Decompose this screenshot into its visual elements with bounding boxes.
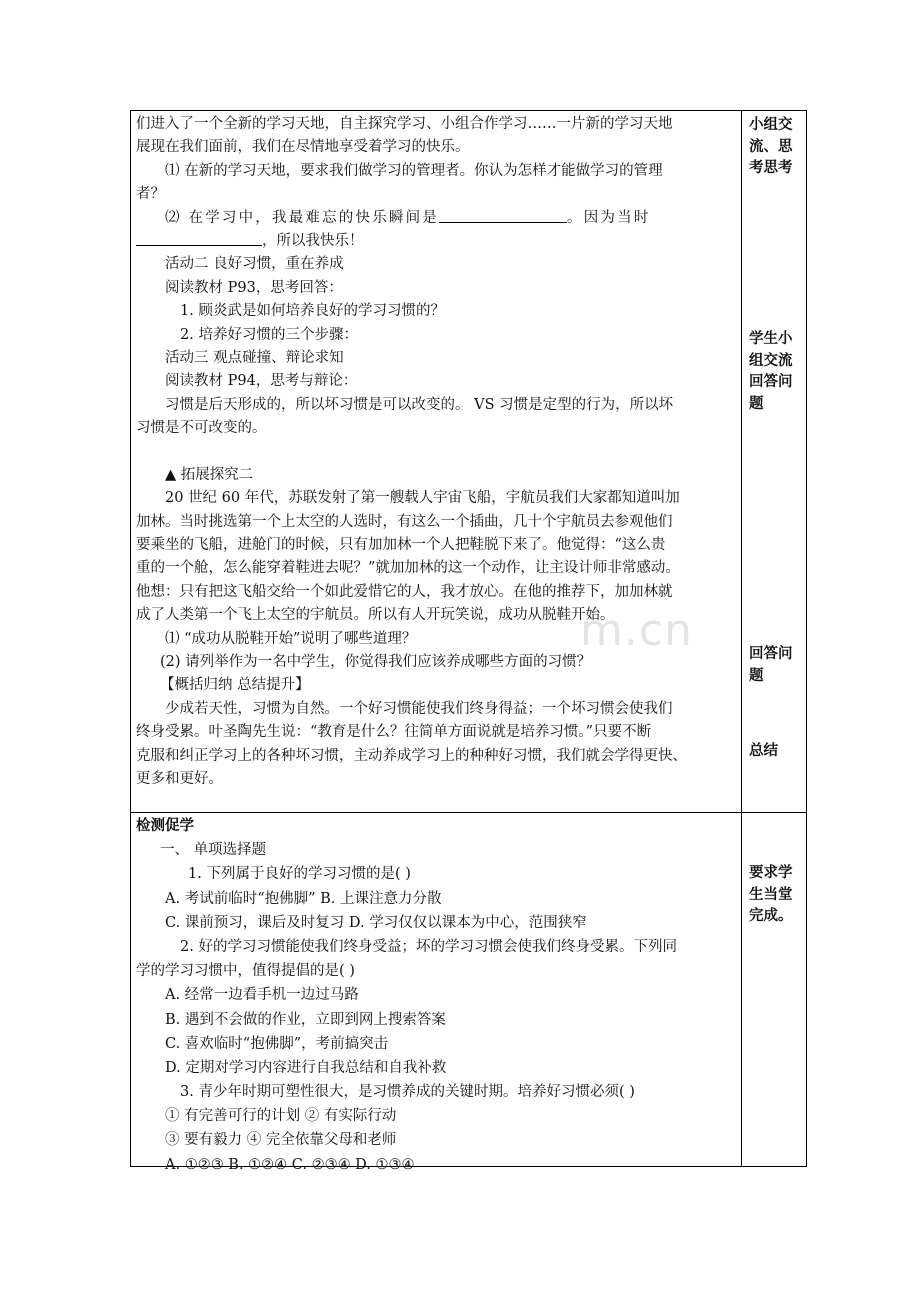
- text-line: 者？: [136, 186, 165, 203]
- quiz-question-3: 3. 青少年时期可塑性很大，是习惯养成的关键时期。培养好习惯必须( ): [180, 1084, 635, 1101]
- extension-heading: [136, 464, 737, 487]
- list-item: 2. 培养好习惯的三个步骤：: [180, 326, 358, 343]
- quiz-option: B. 遇到不会做的作业，立即到网上搜索答案: [165, 1011, 446, 1028]
- fill-blank: [136, 230, 262, 246]
- question-2-text: ⑵ 在学习中，我最难忘的快乐瞬间是: [165, 209, 440, 226]
- text-line: [136, 230, 737, 253]
- column-divider: [741, 111, 742, 1166]
- text-line: 们进入了一个全新的学习天地，自主探究学习、小组合作学习……一片新的学习天地: [136, 116, 673, 132]
- text-line: 他想：只有把这飞船交给一个如此爱惜它的人，我才放心。在他的推荐下，加加林就: [136, 583, 673, 600]
- quiz-question-2: 2. 好的学习习惯能使我们终身受益；坏的学习习惯会使我们终身受累。下列同: [180, 938, 677, 955]
- text-line: 要乘坐的飞船，进舱门的时候，只有加加林一个人把鞋脱下来了。他觉得：“这么贵: [136, 537, 666, 554]
- text-line: 克服和纠正学习上的各种坏习惯，主动养成学习上的种种好习惯，我们就会学得更快、: [136, 747, 687, 764]
- quiz-statements: ① 有完善可行的计划 ② 有实际行动: [165, 1108, 397, 1125]
- quiz-option: A. 经常一边看手机一边过马路: [165, 987, 359, 1004]
- quiz-option: C. 喜欢临时“抱佛脚”，考前搞突击: [165, 1035, 389, 1052]
- side-note-discuss: 小组交流、思考思考: [749, 117, 793, 177]
- row-divider: [131, 812, 806, 813]
- question-2: (2) 请列举作为一名中学生，你觉得我们应该养成哪些方面的习惯？: [160, 653, 592, 670]
- text-line: 20 世纪 60 年代，苏联发射了第一艘载人宇宙飞船，宇航员我们大家都知道叫加: [165, 490, 680, 507]
- text-line: 展现在我们面前，我们在尽情地享受着学习的快乐。: [136, 139, 470, 156]
- spacer: [136, 440, 737, 463]
- text-line: 加林。当时挑选第一个上太空的人选时，有这么一个插曲，几十个宇航员去参观他们: [136, 513, 673, 530]
- text-line: 习惯是不可改变的。: [136, 420, 267, 437]
- text-fragment: ，所以我快乐！: [262, 232, 364, 249]
- fill-blank: [439, 207, 567, 223]
- question-2-text-end: 。因为当时: [567, 209, 651, 226]
- text-line: 少成若天性，习惯为自然。一个好习惯能使我们终身得益；一个坏习惯会使我们: [165, 700, 673, 717]
- text-line: 阅读教材 P94，思考与辩论：: [165, 373, 358, 390]
- text-line: 阅读教材 P93，思考回答：: [165, 279, 343, 296]
- question-1: ⑴ “成功从脱鞋开始”说明了哪些道理？: [165, 630, 417, 647]
- quiz-heading: 检测促学: [136, 818, 194, 834]
- side-note-in-class: 要求学生当堂完成。: [749, 865, 793, 925]
- quiz-question-1: 1. 下列属于良好的学习习惯的是( ): [188, 866, 411, 883]
- text-line: 习惯是后天形成的，所以坏习惯是可以改变的。 VS 习惯是定型的行为，所以坏: [165, 396, 674, 413]
- triangle-icon: ▲: [165, 466, 177, 483]
- side-note-answer: 回答问题: [749, 646, 793, 684]
- activity-3-heading: 活动三 观点碰撞、辩论求知: [165, 349, 344, 366]
- text-line: 更多和更好。: [136, 770, 223, 787]
- activities-cell: [136, 113, 737, 791]
- quiz-options: A. 考试前临时“抱佛脚” B. 上课注意力分散: [165, 890, 442, 907]
- section-title: 一、 单项选择题: [160, 842, 267, 859]
- list-item: 1. 顾炎武是如何培养良好的学习习惯的？: [180, 303, 445, 320]
- quiz-options: C. 课前预习，课后及时复习 D. 学习仅仅以课本为中心，范围狭窄: [165, 914, 587, 931]
- activity-2-heading: 活动二 良好习惯，重在养成: [165, 256, 344, 273]
- watermark: m.cn: [580, 605, 693, 656]
- text-line: 终身受累。叶圣陶先生说：“教育是什么？往简单方面说就是培养习惯。”只要不断: [136, 724, 652, 741]
- question-1: ⑴ 在新的学习天地，要求我们做学习的管理者。你认为怎样才能做学习的管理: [165, 162, 663, 179]
- quiz-cell: [136, 814, 737, 1177]
- quiz-statements: ③ 要有毅力 ④ 完全依靠父母和老师: [165, 1132, 397, 1149]
- lesson-table: [130, 110, 807, 1173]
- quiz-option: D. 定期对学习内容进行自我总结和自我补救: [165, 1059, 447, 1076]
- extension-heading-text: 拓展探究二: [176, 466, 254, 483]
- side-note-summary: 总结: [749, 743, 778, 759]
- question-2: [136, 207, 737, 230]
- text-line: 成了人类第一个飞上太空的宇航员。所以有人开玩笑说，成功从脱鞋开始。: [136, 607, 615, 624]
- side-note-group-answer: 学生小组交流回答问题: [749, 331, 793, 412]
- quiz-question-2-cont: 学的学习习惯中，值得提倡的是( ): [136, 963, 355, 980]
- summary-heading: 【概括归纳 总结提升】: [160, 677, 310, 694]
- quiz-answers: A. ①②③ B. ①②④ C. ②③④ D. ①③④: [165, 1156, 415, 1173]
- text-line: 重的一个舱，怎么能穿着鞋进去呢？”就加加林的这一个动作，让主设计师非常感动。: [136, 560, 680, 577]
